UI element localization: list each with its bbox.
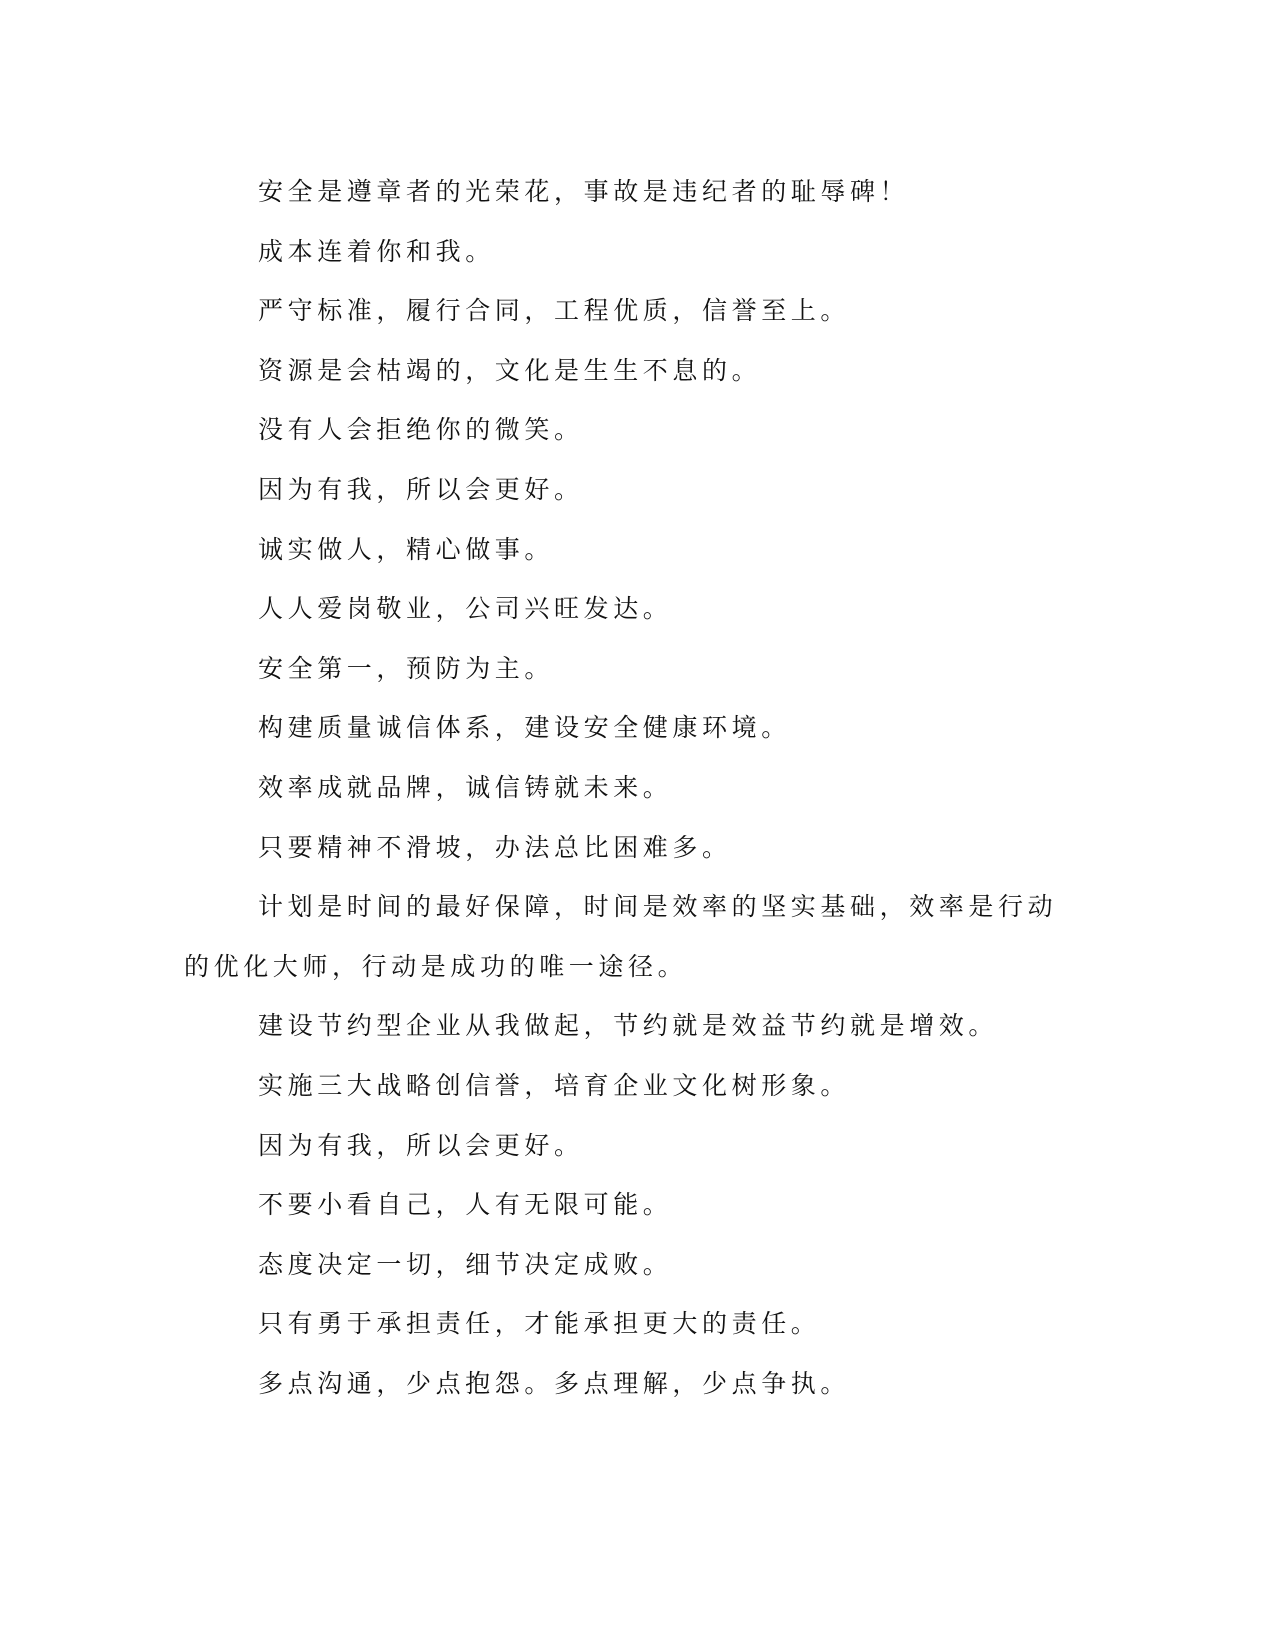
paragraph: 只要精神不滑坡，办法总比困难多。 (258, 832, 732, 862)
paragraph: 不要小看自己，人有无限可能。 (258, 1190, 673, 1220)
paragraph: 态度决定一切，细节决定成败。 (258, 1249, 673, 1279)
paragraph: 效率成就品牌，诚信铸就未来。 (258, 772, 673, 802)
paragraph: 因为有我，所以会更好。 (258, 1130, 584, 1160)
document-body (184, 162, 1084, 1413)
paragraph: 诚实做人，精心做事。 (258, 534, 555, 564)
paragraph: 多点沟通，少点抱怨。多点理解，少点争执。 (258, 1368, 851, 1398)
paragraph: 严守标准，履行合同，工程优质，信誉至上。 (258, 296, 851, 326)
paragraph: 资源是会枯竭的，文化是生生不息的。 (258, 355, 762, 385)
paragraph: 成本连着你和我。 (258, 236, 495, 266)
paragraph: 安全是遵章者的光荣花，事故是违纪者的耻辱碑！ (258, 177, 910, 206)
paragraph: 计划是时间的最好保障，时间是效率的坚实基础，效率是行动的优化大师，行动是成功的唯一途径。 (184, 892, 1058, 981)
paragraph: 没有人会拒绝你的微笑。 (258, 415, 584, 445)
paragraph: 实施三大战略创信誉，培育企业文化树形象。 (258, 1070, 851, 1100)
paragraph: 建设节约型企业从我做起，节约就是效益节约就是增效。 (258, 1011, 999, 1041)
paragraph: 只有勇于承担责任，才能承担更大的责任。 (258, 1309, 821, 1339)
paragraph: 安全第一，预防为主。 (258, 653, 555, 683)
paragraph: 构建质量诚信体系，建设安全健康环境。 (258, 713, 791, 743)
paragraph: 因为有我，所以会更好。 (258, 474, 584, 504)
paragraph: 人人爱岗敬业，公司兴旺发达。 (258, 594, 673, 624)
